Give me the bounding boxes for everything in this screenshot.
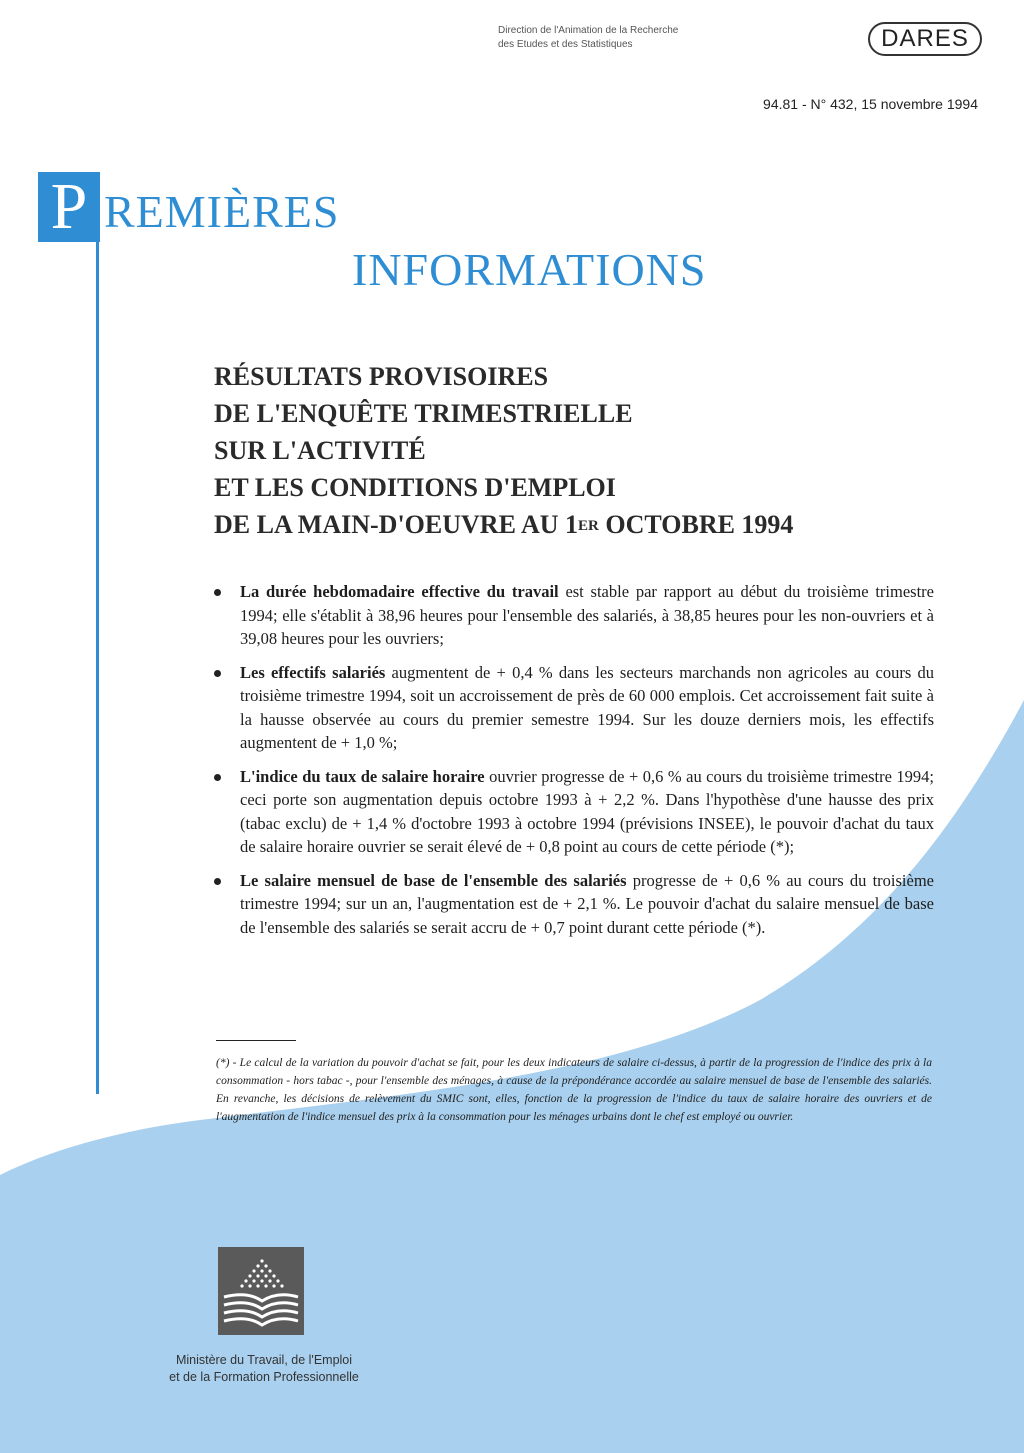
bullet-text: progresse de + 0,6 % au cours du troisième trimestre 1994; sur un an, l'augmentation est de + 2,1 %. Le pouvoir d'achat du salaire mensuel de base de l'ensemble des salariés se serait accru de + 0,7 point durant cette période (*).	[240, 870, 934, 937]
dares-badge: DARES	[868, 22, 982, 56]
bullet-icon	[214, 878, 221, 885]
org-line-1: Direction de l'Animation de la Recherche	[498, 25, 679, 36]
ministry-name	[144, 1352, 384, 1386]
bullet-icon	[214, 774, 221, 781]
bullet-text: ouvrier progresse de + 0,6 % au cours du troisième trimestre 1994; ceci porte son augmentation depuis octobre 1993 à + 2,2 %. Dans l'hypothèse d'une hausse des prix (tabac exclu) de + 1,4 % d'octobre 1993 à octobre 1994 (prévisions INSEE), le pouvoir d'achat du taux de salaire horaire ouvrier se serait élevé de + 0,8 point au cours de cette période (*);	[240, 766, 934, 856]
list-item	[240, 869, 934, 940]
organization-name	[498, 24, 758, 52]
ministry-line-2: et de la Formation Professionnelle	[169, 1370, 359, 1384]
heading-line-4: ET LES CONDITIONS D'EMPLOI	[214, 473, 616, 502]
list-item	[240, 765, 934, 859]
key-findings-list	[240, 580, 934, 949]
ministry-line-1: Ministère du Travail, de l'Emploi	[175, 1353, 353, 1367]
masthead-title-line-1: REMIÈRES	[104, 186, 340, 237]
heading-line-2: DE L'ENQUÊTE TRIMESTRIELLE	[214, 399, 633, 428]
bullet-lead: Le salaire mensuel de base de l'ensemble des salariés	[240, 870, 627, 890]
footnote: (*) - Le calcul de la variation du pouvoir d'achat se fait, pour les deux indicateurs de salaire ci-dessus, à partir de la progression de l'indice des prix à la consommation - hors tabac -, pour l'ensemble des ménages, à cause de la prépondérance accordée au salaire mensuel de base de l'ensemble des salariés. En revanche, les décisions de relèvement du SMIC sont, elles, fonction de la progression de l'indice du taux de salaire horaire des ouvriers et de l'augmentation de l'indice mensuel des prix à la consommation pour les ménages urbains dont le chef est employé ou ouvrier.	[216, 1057, 932, 1123]
masthead-vertical-rule	[96, 242, 99, 1094]
bullet-lead: Les effectifs salariés	[240, 662, 386, 682]
heading-line-5	[214, 506, 954, 543]
bullet-text: est stable par rapport au début du troisième trimestre 1994; elle s'établit à 38,96 heures pour l'ensemble des salariés, à 38,85 heures pour les non-ouvriers et à 39,08 heures pour les ouvriers;	[240, 582, 934, 648]
heading-line-3: SUR L'ACTIVITÉ	[214, 436, 426, 465]
bullet-text: augmentent de + 0,4 % dans les secteurs marchands non agricoles au cours du troisième trimestre 1994, soit un accroissement de près de 60 000 emplois. Cet accroissement fait suite à la hausse observée au cours du premier semestre 1994. Sur les douze derniers mois, les effectifs augmentent de + 1,0 %;	[240, 662, 934, 752]
ministry-logo-icon	[218, 1247, 304, 1335]
masthead-title-line-2: INFORMATIONS	[352, 244, 707, 295]
list-item	[240, 580, 934, 651]
bullet-icon	[214, 670, 221, 677]
issue-number: 94.81 - N° 432, 15 novembre 1994	[763, 96, 978, 112]
heading-line-5-end: OCTOBRE 1994	[598, 510, 794, 539]
footnote-rule	[216, 1040, 296, 1041]
heading-line-1: RÉSULTATS PROVISOIRES	[214, 362, 549, 391]
article-heading	[214, 358, 954, 543]
org-line-2: des Etudes et des Statistiques	[498, 39, 633, 50]
bullet-lead: L'indice du taux de salaire horaire	[240, 766, 485, 786]
bullet-lead: La durée hebdomadaire effective du travail	[240, 582, 559, 601]
list-item	[240, 661, 934, 755]
heading-line-5-main: DE LA MAIN-D'OEUVRE AU 1	[214, 510, 579, 539]
masthead-initial: P	[38, 172, 100, 242]
bullet-icon	[214, 589, 221, 596]
heading-superscript: ER	[578, 518, 599, 534]
